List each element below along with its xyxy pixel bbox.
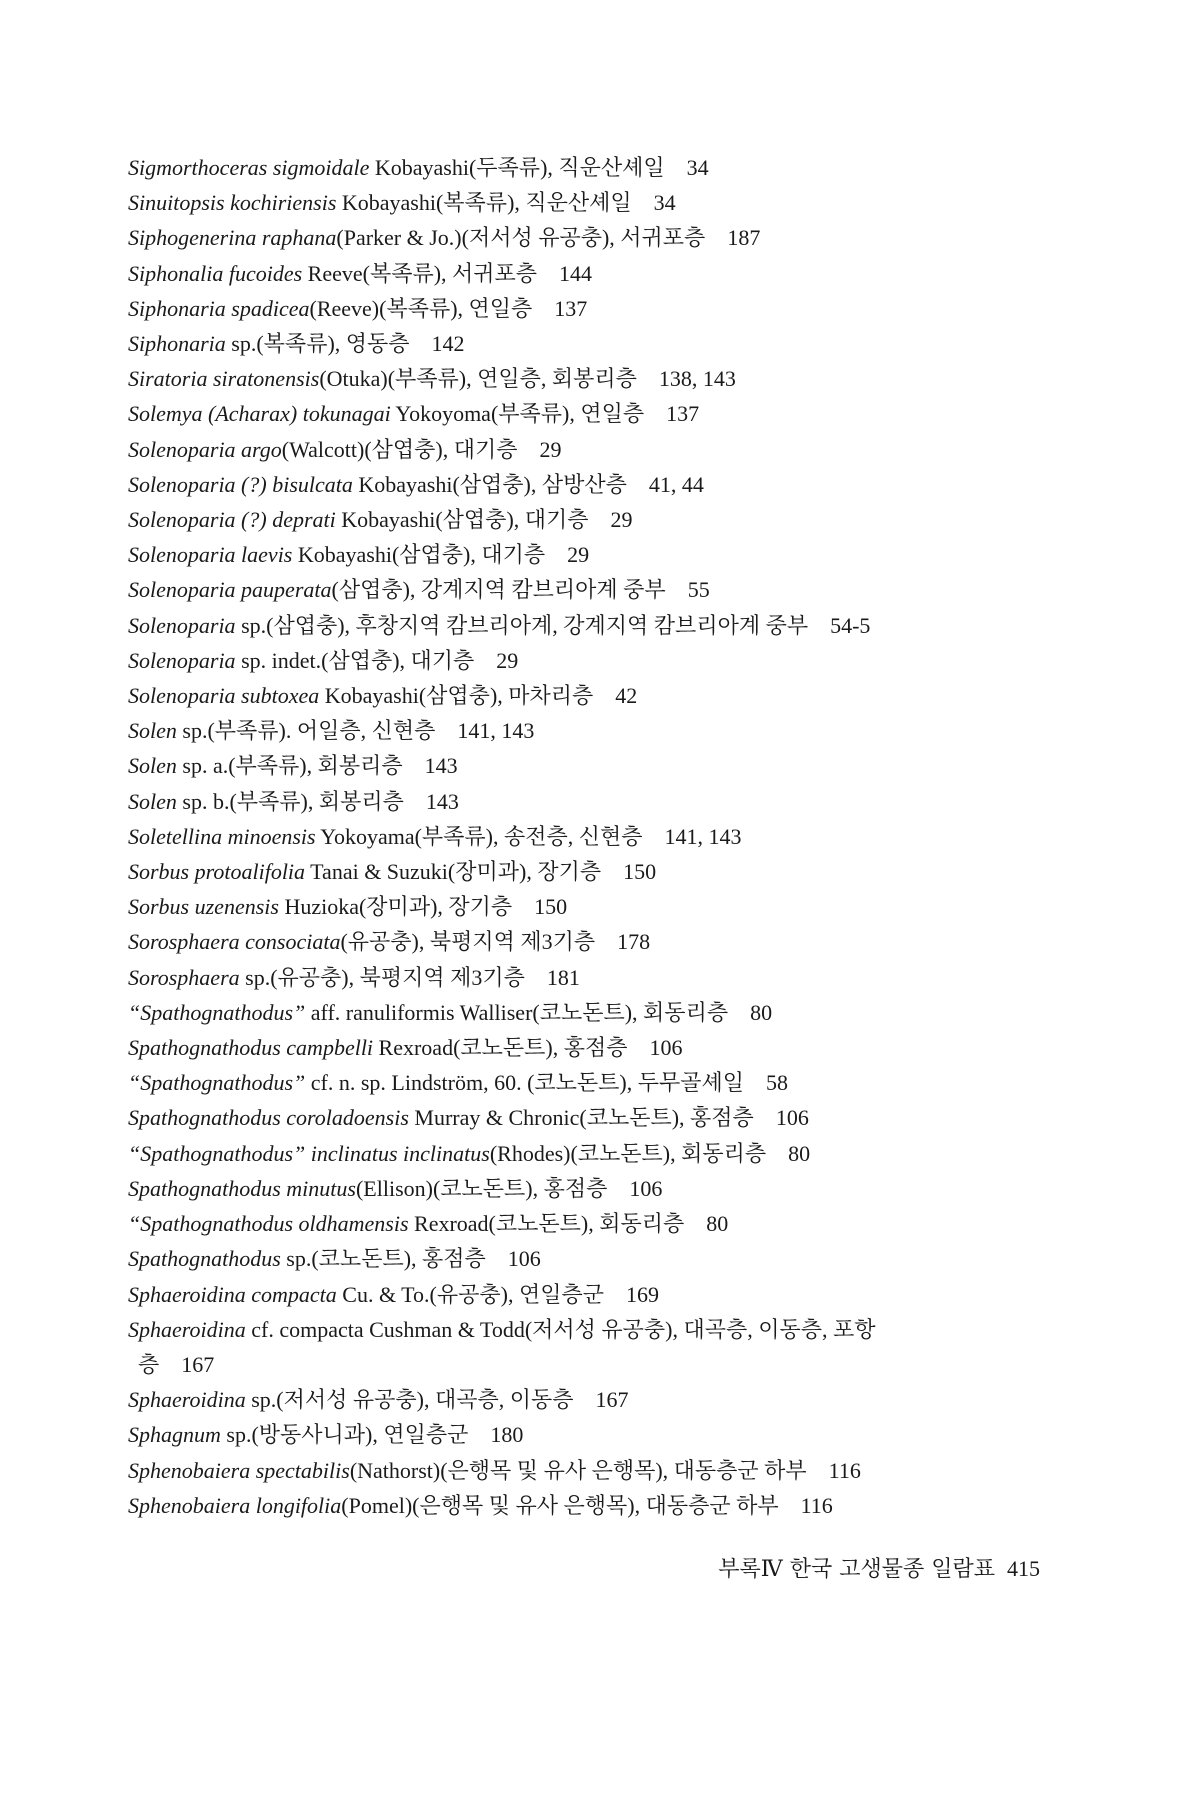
index-entry [128,713,1068,748]
index-entry [128,185,1068,220]
page-reference: 54-5 [830,612,871,638]
page-reference: 141, 143 [457,718,535,744]
entry-details: Kobayashi(두족류), 직운산셰일 [369,155,665,180]
page-reference: 58 [766,1070,789,1096]
entry-details: Cu. & To.(유공충), 연일층군 [336,1281,604,1307]
entry-continuation [128,1347,1068,1382]
entry-details: Yokoyoma(부족류), 연일층 [390,401,645,427]
scientific-name: Solenoparia (?) bisulcata [128,471,353,497]
page-reference: 55 [687,577,710,603]
entry-details: Rexroad(코노돈트), 홍점층 [373,1035,628,1061]
index-entry [128,1382,1068,1417]
index-entry [128,432,1068,467]
page-reference: 42 [615,683,638,709]
scientific-name: “Spathognathodus” [128,999,306,1025]
index-entry [128,396,1068,431]
species-index-list [128,150,1068,1523]
index-entry [128,1171,1068,1206]
index-entry [128,1030,1068,1065]
index-entry [128,643,1068,678]
entry-details: (Walcott)(삼엽충), 대기층 [281,436,518,462]
index-entry [128,1241,1068,1276]
index-entry [128,502,1068,537]
entry-details: sp. indet.(삼엽충), 대기층 [235,647,475,673]
scientific-name: Sorosphaera consociata [128,929,341,955]
scientific-name: Sphaeroidina compacta [128,1281,337,1307]
index-entry [128,608,1068,643]
scientific-name: Solenoparia argo [128,436,282,462]
entry-details: (Pomel)(은행목 및 유사 은행목), 대동층군 하부 [341,1492,779,1518]
page-reference: 137 [554,295,588,321]
scientific-name: Siphogenerina raphana [128,225,337,251]
scientific-name: Siphonalia fucoides [128,260,303,286]
index-entry [128,889,1068,924]
page-reference: 144 [559,260,593,286]
page-reference: 141, 143 [664,823,742,849]
scientific-name: Sigmorthoceras sigmoidale [128,155,370,180]
scientific-name: Sphagnum [128,1422,221,1448]
index-entry [128,748,1068,783]
entry-details: sp. b.(부족류), 회봉리층 [176,788,404,814]
page-footer [718,1552,1040,1583]
index-entry [128,784,1068,819]
index-entry [128,1453,1068,1488]
scientific-name: Sorbus uzenensis [128,894,279,920]
page-reference: 142 [431,331,465,357]
scientific-name: “Spathognathodus” [128,1070,306,1096]
entry-details: Kobayashi(삼엽충), 대기층 [335,507,589,533]
page-reference: 80 [750,999,773,1025]
index-entry [128,995,1068,1030]
scientific-name: Spathognathodus coroladoensis [128,1105,409,1131]
page-reference: 106 [775,1105,809,1131]
index-entry [128,150,1068,185]
entry-details: (Nathorst)(은행목 및 유사 은행목), 대동층군 하부 [349,1457,807,1483]
scientific-name: “Spathognathodus” inclinatus inclinatus [128,1140,490,1166]
scientific-name: Solen [128,788,177,814]
index-entry [128,1136,1068,1171]
scientific-name: Siratoria siratonensis [128,366,320,392]
page-reference: 181 [546,964,580,990]
index-entry [128,854,1068,889]
index-entry [128,1417,1068,1452]
page-reference: 80 [706,1211,729,1237]
entry-details: (Otuka)(부족류), 연일층, 회봉리층 [319,366,637,392]
index-entry [128,819,1068,854]
index-entry [128,1312,1068,1382]
scientific-name: Sphenobaiera longifolia [128,1492,342,1518]
page-reference: 34 [686,155,709,180]
entry-details: Huzioka(장미과), 장기층 [278,894,513,920]
index-entry [128,256,1068,291]
page-reference: 116 [800,1492,833,1518]
page-reference: 80 [788,1140,811,1166]
entry-details: (Parker & Jo.)(저서성 유공충), 서귀포층 [336,225,706,251]
entry-details: Kobayashi(삼엽충), 대기층 [292,542,546,568]
entry-details: Kobayashi(삼엽충), 마차리층 [319,683,594,709]
index-entry [128,291,1068,326]
entry-details: sp.(방동사니과), 연일층군 [220,1422,469,1448]
page-reference: 167 [595,1387,629,1413]
scientific-name: Sphaeroidina [128,1387,246,1413]
entry-details: (Rhodes)(코노돈트), 회동리층 [489,1140,767,1166]
entry-details: sp.(삼엽충), 후창지역 캄브리아계, 강계지역 캄브리아계 중부 [235,612,809,638]
entry-details: Yokoyama(부족류), 송전층, 신현층 [315,823,643,849]
page-reference: 34 [653,190,676,216]
entry-details: Reeve(복족류), 서귀포층 [302,260,538,286]
entry-details: cf. compacta Cushman & Todd(저서성 유공충), 대곡층, 이동층, 포항 [245,1316,876,1342]
entry-details: cf. n. sp. Lindström, 60. (코노돈트), 두무골셰일 [305,1070,745,1096]
index-entry [128,1206,1068,1241]
page-reference: 178 [617,929,651,955]
page-reference: 106 [507,1246,541,1272]
entry-details: sp.(코노돈트), 홍점층 [280,1246,486,1272]
page-reference: 29 [567,542,590,568]
entry-details: (Ellison)(코노돈트), 홍점층 [355,1175,608,1201]
scientific-name: Sorbus protoalifolia [128,859,306,885]
page-reference: 106 [649,1035,683,1061]
index-entry [128,537,1068,572]
page-reference: 167 [181,1351,215,1377]
page-reference: 116 [828,1457,861,1483]
entry-details: Rexroad(코노돈트), 회동리층 [408,1211,685,1237]
entry-details: sp.(복족류), 영동층 [225,331,410,357]
scientific-name: Siphonaria [128,331,226,357]
index-entry [128,220,1068,255]
entry-details: sp.(유공충), 북평지역 제3기층 [239,964,525,990]
index-entry [128,467,1068,502]
page-reference: 106 [629,1175,663,1201]
scientific-name: Sphaeroidina [128,1316,246,1342]
page-reference: 29 [496,647,519,673]
page-reference: 143 [425,788,459,814]
entry-details: Tanai & Suzuki(장미과), 장기층 [305,859,602,885]
index-entry [128,1277,1068,1312]
scientific-name: Soletellina minoensis [128,823,316,849]
index-entry [128,1100,1068,1135]
page-reference: 41, 44 [648,471,704,497]
page-reference: 180 [490,1422,524,1448]
scientific-name: Solemya (Acharax) tokunagai [128,401,391,427]
index-entry [128,1488,1068,1523]
index-entry [128,326,1068,361]
scientific-name: Spathognathodus campbelli [128,1035,374,1061]
scientific-name: Solenoparia [128,647,236,673]
entry-details: sp.(부족류). 어일층, 신현층 [176,718,436,744]
entry-details: (삼엽충), 강계지역 캄브리아계 중부 [331,577,666,603]
index-entry [128,960,1068,995]
scientific-name: Sorosphaera [128,964,240,990]
scientific-name: Solenoparia (?) deprati [128,507,336,533]
scientific-name: “Spathognathodus oldhamensis [128,1211,409,1237]
entry-details: sp. a.(부족류), 회봉리층 [176,753,403,779]
scientific-name: Solenoparia subtoxea [128,683,320,709]
scientific-name: Solen [128,718,177,744]
index-entry [128,572,1068,607]
appendix-title: 부록Ⅳ 한국 고생물종 일람표 [718,1557,995,1582]
entry-details: Kobayashi(삼엽충), 삼방산층 [352,471,627,497]
entry-details: aff. ranuliformis Walliser(코노돈트), 회동리층 [305,999,729,1025]
continuation-text: 층 [138,1351,160,1377]
page-reference: 150 [623,859,657,885]
index-entry [128,924,1068,959]
entry-details: Murray & Chronic(코노돈트), 홍점층 [408,1105,754,1131]
index-entry [128,1065,1068,1100]
scientific-name: Sinuitopsis kochiriensis [128,190,337,216]
scientific-name: Solen [128,753,177,779]
scientific-name: Siphonaria spadicea [128,295,310,321]
scientific-name: Solenoparia laevis [128,542,293,568]
entry-details: (Reeve)(복족류), 연일층 [309,295,533,321]
page-reference: 29 [539,436,562,462]
scientific-name: Solenoparia pauperata [128,577,332,603]
page-number: 415 [1007,1556,1040,1581]
scientific-name: Solenoparia [128,612,236,638]
scientific-name: Spathognathodus [128,1246,281,1272]
scientific-name: Spathognathodus minutus [128,1175,356,1201]
page-reference: 137 [666,401,700,427]
page-reference: 29 [610,507,633,533]
index-entry [128,678,1068,713]
entry-details: Kobayashi(복족류), 직운산셰일 [336,190,632,216]
page-reference: 150 [534,894,568,920]
index-entry [128,361,1068,396]
entry-details: (유공충), 북평지역 제3기층 [340,929,596,955]
scientific-name: Sphenobaiera spectabilis [128,1457,350,1483]
entry-details: sp.(저서성 유공충), 대곡층, 이동층 [245,1387,574,1413]
page-reference: 169 [625,1281,659,1307]
page-reference: 138, 143 [658,366,736,392]
page-reference: 187 [727,225,761,251]
page-reference: 143 [424,753,458,779]
